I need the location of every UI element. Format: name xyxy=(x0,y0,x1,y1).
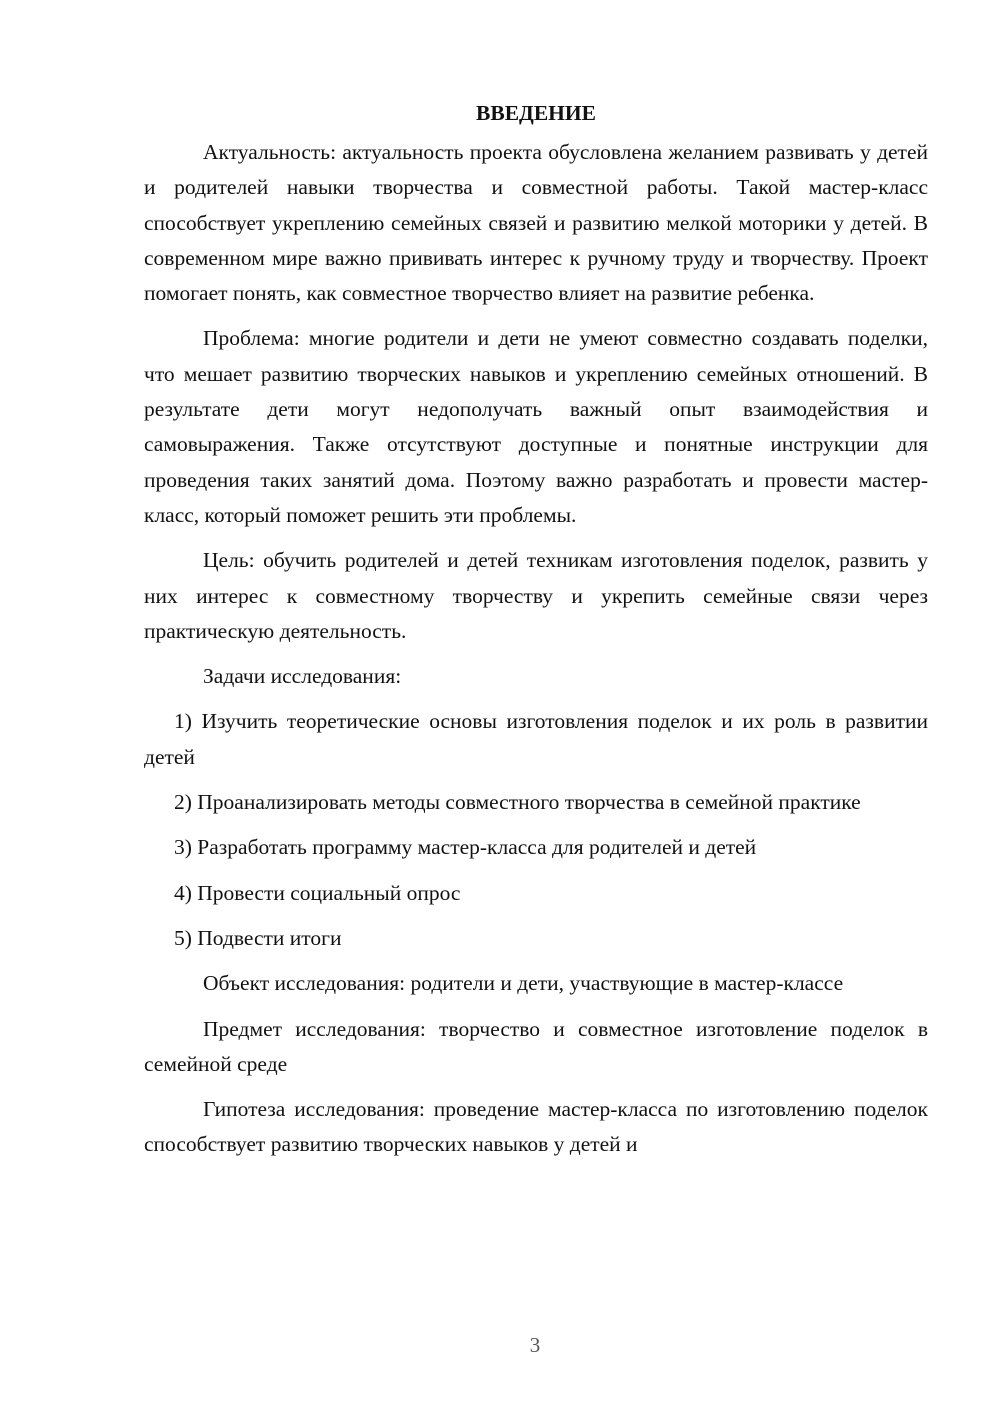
task-item-3: 3) Разработать программу мастер-класса для родителей и детей xyxy=(174,835,757,860)
goal-paragraph: Цель: обучить родителей и детей техникам изготовления поделок, развить у них интерес к совместному творчеству и укрепить семейные связи через практическую деятельность. xyxy=(144,548,928,643)
hypothesis-paragraph: Гипотеза исследования: проведение мастер-класса по изготовлению поделок способствует развитию творческих навыков у детей и xyxy=(144,1097,928,1157)
section-title: ВВЕДЕНИЕ xyxy=(476,101,596,125)
page-number: 3 xyxy=(529,1333,541,1357)
task-item-1: 1) Изучить теоретические основы изготовления поделок и их роль в развитии детей xyxy=(144,709,928,769)
task-item-4: 4) Провести социальный опрос xyxy=(174,880,461,905)
subject-paragraph: Предмет исследования: творчество и совместное изготовление поделок в семейной среде xyxy=(144,1016,928,1076)
document-page xyxy=(144,96,928,1163)
tasks-heading: Задачи исследования: xyxy=(203,664,402,689)
object-paragraph: Объект исследования: родители и дети, участвующие в мастер-классе xyxy=(203,971,844,996)
task-item-2: 2) Проанализировать методы совместного творчества в семейной практике xyxy=(174,790,861,815)
task-item-5: 5) Подвести итоги xyxy=(174,925,342,950)
problem-paragraph: Проблема: многие родители и дети не умеют совместно создавать поделки, что мешает развитию творческих навыков и укреплению семейных отношений. В результате дети могут недополучать важный опыт взаимодействия и самовыражения. Также отсутствуют доступные и понятные инструкции для проведения таких занятий дома. Поэтому важно разработать и провести мастер-класс, который поможет решить эти проблемы. xyxy=(144,326,928,527)
relevance-paragraph: Актуальность: актуальность проекта обусловлена желанием развивать у детей и родителей навыки творчества и совместной работы. Такой мастер-класс способствует укреплению семейных связей и развитию мелкой моторики у детей. В современном мире важно прививать интерес к ручному труду и творчеству. Проект помогает понять, как совместное творчество влияет на развитие ребенка. xyxy=(144,140,928,306)
